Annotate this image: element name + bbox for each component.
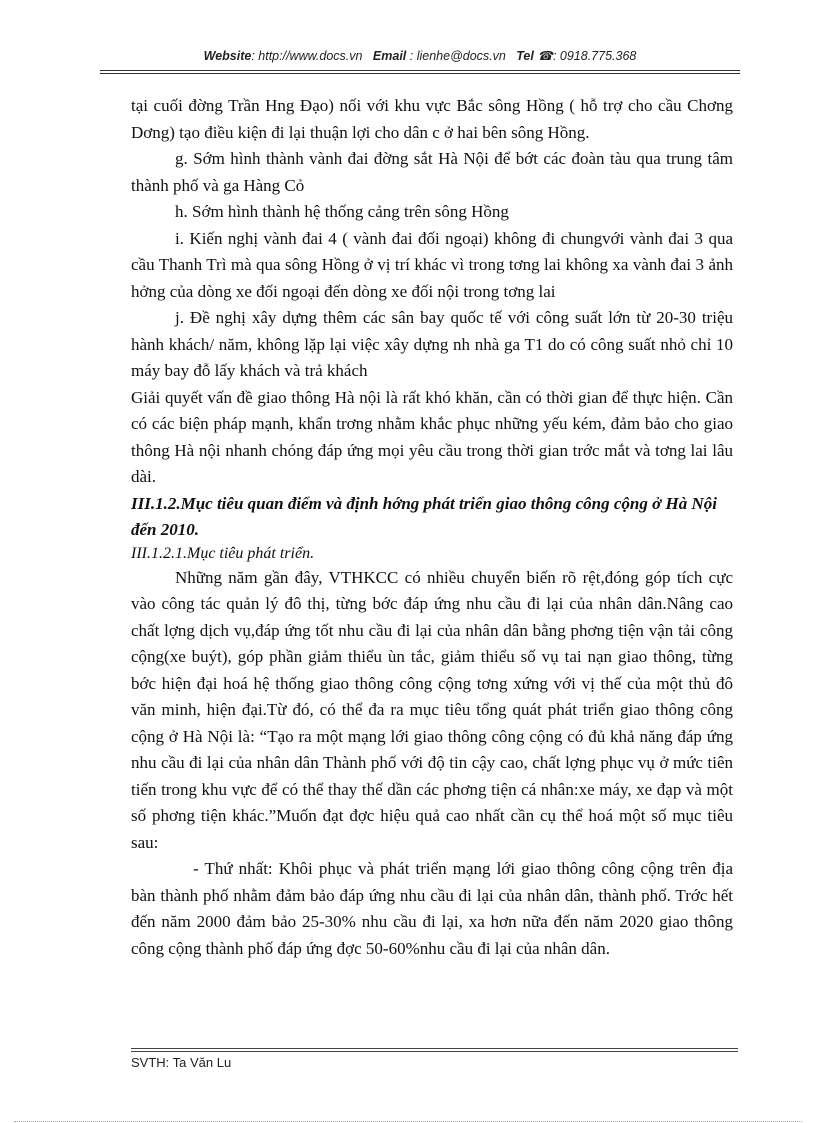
- footer-rule-secondary: [131, 1051, 738, 1052]
- subsection-heading: III.1.2.1.Mục tiêu phát triển.: [131, 544, 315, 562]
- header-rule: [100, 70, 740, 71]
- page-bottom-border: [14, 1121, 802, 1122]
- phone-icon: ☎: [537, 49, 553, 63]
- header-rule-secondary: [100, 73, 740, 74]
- tel-value: : 0918.775.368: [552, 49, 637, 63]
- paragraph-continuation: tại cuối đờng Trần Hng Đạo) nối với khu vực Bắc sông Hồng ( hỗ trợ cho cầu Chơng Dơng) tạo điều kiện đi lại thuận lợi cho dân c ở hai bên sông Hồng.: [131, 96, 733, 142]
- paragraph-summary: Giải quyết vấn đề giao thông Hà nội là rất khó khăn, cần có thời gian để thực hiện. Cần có các biện pháp mạnh, khẩn trơng nhằm khắc phục những yếu kém, đảm bảo cho giao thông Hà nội nhanh chóng đáp ứng mọi yêu cầu trong thời gian trớc mắt và tơng lai lâu dài.: [131, 387, 733, 486]
- footer-rule: [131, 1048, 738, 1049]
- website-label: Website: [203, 49, 252, 63]
- document-body: [131, 93, 733, 962]
- list-item-h: h. Sớm hình thành hệ thống cảng trên sông Hồng: [175, 202, 509, 221]
- list-item-i: i. Kiến nghị vành đai 4 ( vành đai đối ngoại) không đi chungvới vành đai 3 qua cầu Thanh Trì mà qua sông Hồng ở vị trí khác vì trong tơng lai không xa vành đai 3 ảnh hởng của dòng xe đối ngoại đến dòng xe đối nội trong tơng lai: [131, 228, 733, 301]
- paragraph-goals: Những năm gần đây, VTHKCC có nhiều chuyển biến rõ rệt,đóng góp tích cực vào công tác quản lý đô thị, từng bớc đáp ứng nhu cầu đi lại của nhân dân.Nâng cao chất lợng dịch vụ,đáp ứng tốt nhu cầu đi lại của nhân dân bằng phơng tiện vận tải công cộng(xe buýt), góp phần giảm thiểu ùn tắc, giảm thiểu số vụ tai nạn giao thông, từng bớc hiện đại hoá hệ thống giao thông công cộng tơng xứng với vị thế của một thủ đô văn minh, hiện đại.Từ đó, có thể đa ra mục tiêu tổng quát phát triển giao thông công cộng ở Hà Nội là: “Tạo ra một mạng lới giao thông công cộng có đủ khả năng đáp ứng nhu cầu đi lại của nhân dân Thành phố với độ tin cậy cao, chất lợng phục vụ ở mức tiên tiến trong khu vực để có thể thay thế dần các phơng tiện cá nhân:xe máy, xe đạp và một số phơng tiện khác.”Muốn đạt đợc hiệu quả cao nhất cần cụ thể hoá một số mục tiêu sau:: [131, 567, 733, 852]
- website-value: : http://www.docs.vn: [251, 49, 363, 63]
- footer-author: SVTH: Ta Văn Lu: [131, 1055, 232, 1070]
- page-header: [100, 48, 740, 70]
- email-label: Email: [372, 49, 407, 63]
- list-item-j: j. Đề nghị xây dựng thêm các sân bay quốc tế với công suất lớn từ 20-30 triệu hành khách/ năm, không lặp lại việc xây dựng nh nhà ga T1 do có công suất nhỏ chỉ 10 máy bay đỗ lấy khách và trả khách: [131, 308, 733, 380]
- email-value: : lienhe@docs.vn: [409, 49, 506, 63]
- section-heading: III.1.2.Mục tiêu quan điểm và định hớng phát triển giao thông công cộng ở Hà Nội đến 2010.: [131, 493, 717, 539]
- tel-label: Tel: [516, 49, 534, 63]
- paragraph-first-goal: - Thứ nhất: Khôi phục và phát triển mạng lới giao thông công cộng trên địa bàn thành phố nhằm đảm bảo đáp ứng nhu cầu đi lại của nhân dân, thành phố. Trớc hết đến năm 2000 đảm bảo 25-30% nhu cầu đi lại, xa hơn nữa đến năm 2020 giao thông công cộng thành phố đáp ứng đợc 50-60%nhu cầu đi lại của nhân dân.: [131, 859, 733, 958]
- list-item-g: g. Sớm hình thành vành đai đờng sắt Hà Nội để bớt các đoàn tàu qua trung tâm thành phố và ga Hàng Cỏ: [131, 149, 733, 195]
